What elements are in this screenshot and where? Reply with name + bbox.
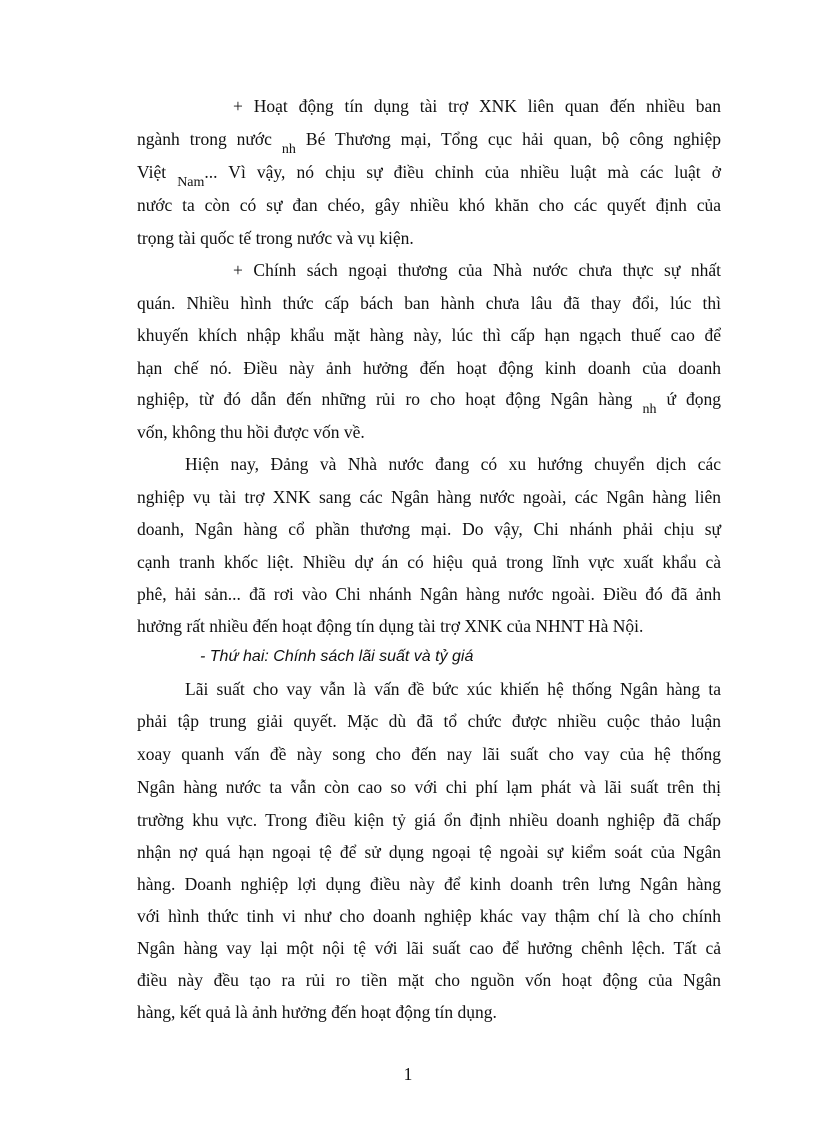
p4-line-8: với hình thức tinh vi như cho doanh nghiệp khác vay thậm chí là cho chính xyxy=(137,906,721,926)
p1-line-4: nước ta còn có sự đan chéo, gây nhiều khó khăn cho các quyết định của xyxy=(137,195,721,215)
section-heading: - Thứ hai: Chính sách lãi suất và tỷ giá xyxy=(200,648,474,665)
p4-line-6: nhận nợ quá hạn ngoại tệ để sử dụng ngoại tệ ngoài sự kiểm soát của Ngân xyxy=(137,842,721,862)
p3-line-6: hưởng rất nhiều đến hoạt động tín dụng tài trợ XNK của NHNT Hà Nội. xyxy=(137,616,644,636)
p1-line-3-b: ... Vì vậy, nó chịu sự điều chỉnh của nhiều luật mà các luật ở xyxy=(204,162,721,182)
page-number: 1 xyxy=(403,1064,413,1084)
p2-line-5 xyxy=(137,387,722,417)
p1-line-1: + Hoạt động tín dụng tài trợ XNK liên quan đến nhiều ban xyxy=(233,96,721,116)
p1-line-2-a: ngành trong nước xyxy=(137,129,272,149)
p2-line-4: hạn chế nó. Điều này ảnh hưởng đến hoạt động kinh doanh của doanh xyxy=(137,358,721,378)
p3-line-3: doanh, Ngân hàng cổ phần thương mại. Do vậy, Chi nhánh phải chịu sự xyxy=(137,519,721,539)
p3-line-4: cạnh tranh khốc liệt. Nhiều dự án có hiệu quả trong lĩnh vực xuất khẩu cà xyxy=(137,552,721,572)
p4-line-4: Ngân hàng nước ta vẫn còn cao so với chi phí lạm phát và lãi suất trên thị xyxy=(137,777,721,797)
p2-line-5-a: nghiệp, từ đó dẫn đến những rủi ro cho hoạt động Ngân hàng xyxy=(137,389,633,409)
p4-line-3: xoay quanh vấn đề này song cho đến nay lãi suất cho vay của hệ thống xyxy=(137,744,721,764)
p4-line-1: Lãi suất cho vay vẫn là vấn đề bức xúc khiến hệ thống Ngân hàng ta xyxy=(185,679,721,699)
p1-line-2-sub: nh xyxy=(281,142,296,157)
p4-line-7: hàng. Doanh nghiệp lợi dụng điều này để kinh doanh trên lưng Ngân hàng xyxy=(137,874,721,894)
p4-line-5: trường khu vực. Trong điều kiện tỷ giá ổn định nhiều doanh nghiệp đã chấp xyxy=(137,810,721,830)
p4-line-2: phải tập trung giải quyết. Mặc dù đã tổ chức được nhiều cuộc thảo luận xyxy=(137,711,721,731)
p4-line-9: Ngân hàng vay lại một nội tệ với lãi suất cao để hưởng chênh lệch. Tất cả xyxy=(137,938,721,958)
p2-line-6: vốn, không thu hồi được vốn về. xyxy=(137,422,365,442)
p1-line-5: trọng tài quốc tế trong nước và vụ kiện. xyxy=(137,228,414,248)
p2-line-5-b: ứ đọng xyxy=(666,389,722,409)
p3-line-5: phê, hải sản... đã rơi vào Chi nhánh Ngân hàng nước ngoài. Điều đó đã ảnh xyxy=(137,584,721,604)
p1-line-3-sub: Nam xyxy=(177,175,205,190)
p2-line-5-sub: nh xyxy=(642,402,657,417)
p2-line-1: + Chính sách ngoại thương của Nhà nước chưa thực sự nhất xyxy=(233,260,721,280)
p1-line-3-a: Việt xyxy=(137,162,167,182)
p4-line-11: hàng, kết quả là ảnh hưởng đến hoạt động tín dụng. xyxy=(137,1002,497,1022)
p3-line-1: Hiện nay, Đảng và Nhà nước đang có xu hướng chuyển dịch các xyxy=(185,454,721,474)
p1-line-2-b: Bé Thương mại, Tổng cục hải quan, bộ công nghiệp xyxy=(305,129,722,149)
p2-line-3: khuyến khích nhập khẩu mặt hàng này, lúc thì cấp hạn ngạch thuế cao để xyxy=(137,325,721,345)
p4-line-10: điều này đều tạo ra rủi ro tiền mặt cho nguồn vốn hoạt động của Ngân xyxy=(137,970,721,990)
p1-line-2 xyxy=(137,127,722,157)
p1-line-3 xyxy=(137,160,721,190)
p3-line-2: nghiệp vụ tài trợ XNK sang các Ngân hàng nước ngoài, các Ngân hàng liên xyxy=(137,487,721,507)
p2-line-2: quán. Nhiều hình thức cấp bách ban hành chưa lâu đã thay đổi, lúc thì xyxy=(137,293,721,313)
